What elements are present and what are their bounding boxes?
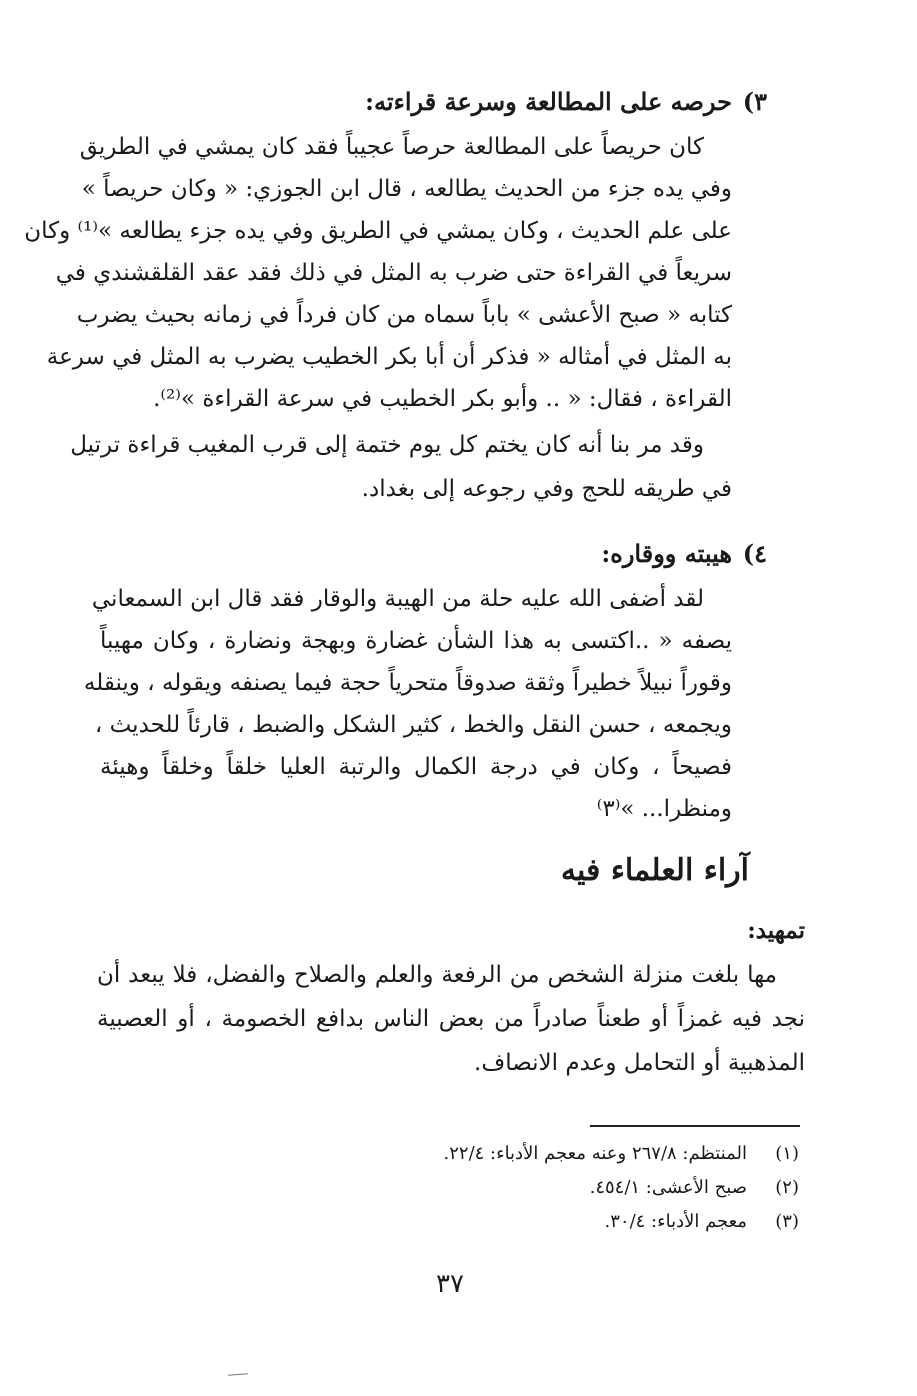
- section-4-heading: هيبته ووقاره:: [601, 539, 732, 568]
- footnote-3-mark: (٣): [775, 1211, 799, 1232]
- intro-line-2: نجد فيه غمزاً أو طعناً صادراً من بعض الناس بدافع الخصومة ، أو العصبية: [97, 1006, 805, 1032]
- section-3-line-2: وفي يده جزء من الحديث يطالعه ، قال ابن الجوزي: « وكان حريصاً »: [81, 176, 732, 202]
- scan-mark: [228, 1373, 248, 1375]
- section-3-line-5: كتابه « صبح الأعشى » باباً سماه من كان فرداً في زمانه بحيث يضرب: [76, 302, 732, 328]
- section-4-line-3: وقوراً نبيلاً خطيراً وثقة صدوقاً متحرياً حجة فيما يصنفه ويقوله ، وينقله: [83, 670, 732, 696]
- section-3-line-9: في طريقه للحج وفي رجوعه إلى بغداد.: [361, 476, 732, 502]
- intro-label: تمهيد:: [747, 917, 805, 944]
- section-3-line-7: القراءة ، فقال: « .. وأبو بكر الخطيب في سرعة القراءة »⁽²⁾.: [153, 386, 732, 412]
- footnote-1-text: المنتظم: ٢٦٧/٨ وعنه معجم الأدباء: ٢٢/٤.: [443, 1143, 747, 1164]
- footnote-separator: [590, 1125, 800, 1127]
- section-4-line-6: ومنظرا... »⁽٣⁾: [596, 796, 732, 822]
- intro-line-3: المذهبية أو التحامل وعدم الانصاف.: [474, 1050, 805, 1076]
- intro-line-1: مها بلغت منزلة الشخص من الرفعة والعلم والصلاح والفضل، فلا يبعد أن: [97, 962, 777, 988]
- section-4-line-2: يصفه « ..اكتسى به هذا الشأن غضارة وبهجة ونضارة ، وكان مهيباً: [100, 628, 732, 654]
- section-4-number: ٤): [742, 539, 767, 568]
- section-3-line-8: وقد مر بنا أنه كان يختم كل يوم ختمة إلى قرب المغيب قراءة ترتيل: [70, 432, 704, 458]
- footnote-2-mark: (٢): [775, 1177, 799, 1198]
- section-3-line-6: به المثل في أمثاله « فذكر أن أبا بكر الخطيب يضرب به المثل في سرعة: [46, 344, 732, 370]
- section-4-line-1: لقد أضفى الله عليه حلة من الهيبة والوقار فقد قال ابن السمعاني: [91, 586, 704, 612]
- footnote-1-mark: (١): [775, 1143, 799, 1164]
- section-title: آراء العلماء فيه: [560, 853, 749, 888]
- page-number: ٣٧: [436, 1269, 464, 1299]
- section-4-line-4: ويجمعه ، حسن النقل والخط ، كثير الشكل والضبط ، قارئاً للحديث ،: [94, 712, 732, 738]
- section-3-heading: حرصه على المطالعة وسرعة قراءته:: [365, 87, 732, 116]
- footnote-3-text: معجم الأدباء: ٣٠/٤.: [604, 1211, 747, 1232]
- section-3-number: ٣): [742, 87, 767, 116]
- section-3-line-4: سريعاً في القراءة حتى ضرب به المثل في ذلك فقد عقد القلقشندي في: [55, 260, 732, 286]
- section-3-line-1: كان حريصاً على المطالعة حرصاً عجيباً فقد كان يمشي في الطريق: [79, 134, 704, 160]
- section-3-line-3: على علم الحديث ، وكان يمشي في الطريق وفي يده جزء يطالعه »⁽¹⁾ وكان: [24, 218, 732, 244]
- section-4-line-5: فصيحاً ، وكان في درجة الكمال والرتبة العليا خلقاً وخلقاً وهيئة: [100, 754, 732, 780]
- footnote-2-text: صبح الأعشى: ٤٥٤/١.: [589, 1177, 747, 1198]
